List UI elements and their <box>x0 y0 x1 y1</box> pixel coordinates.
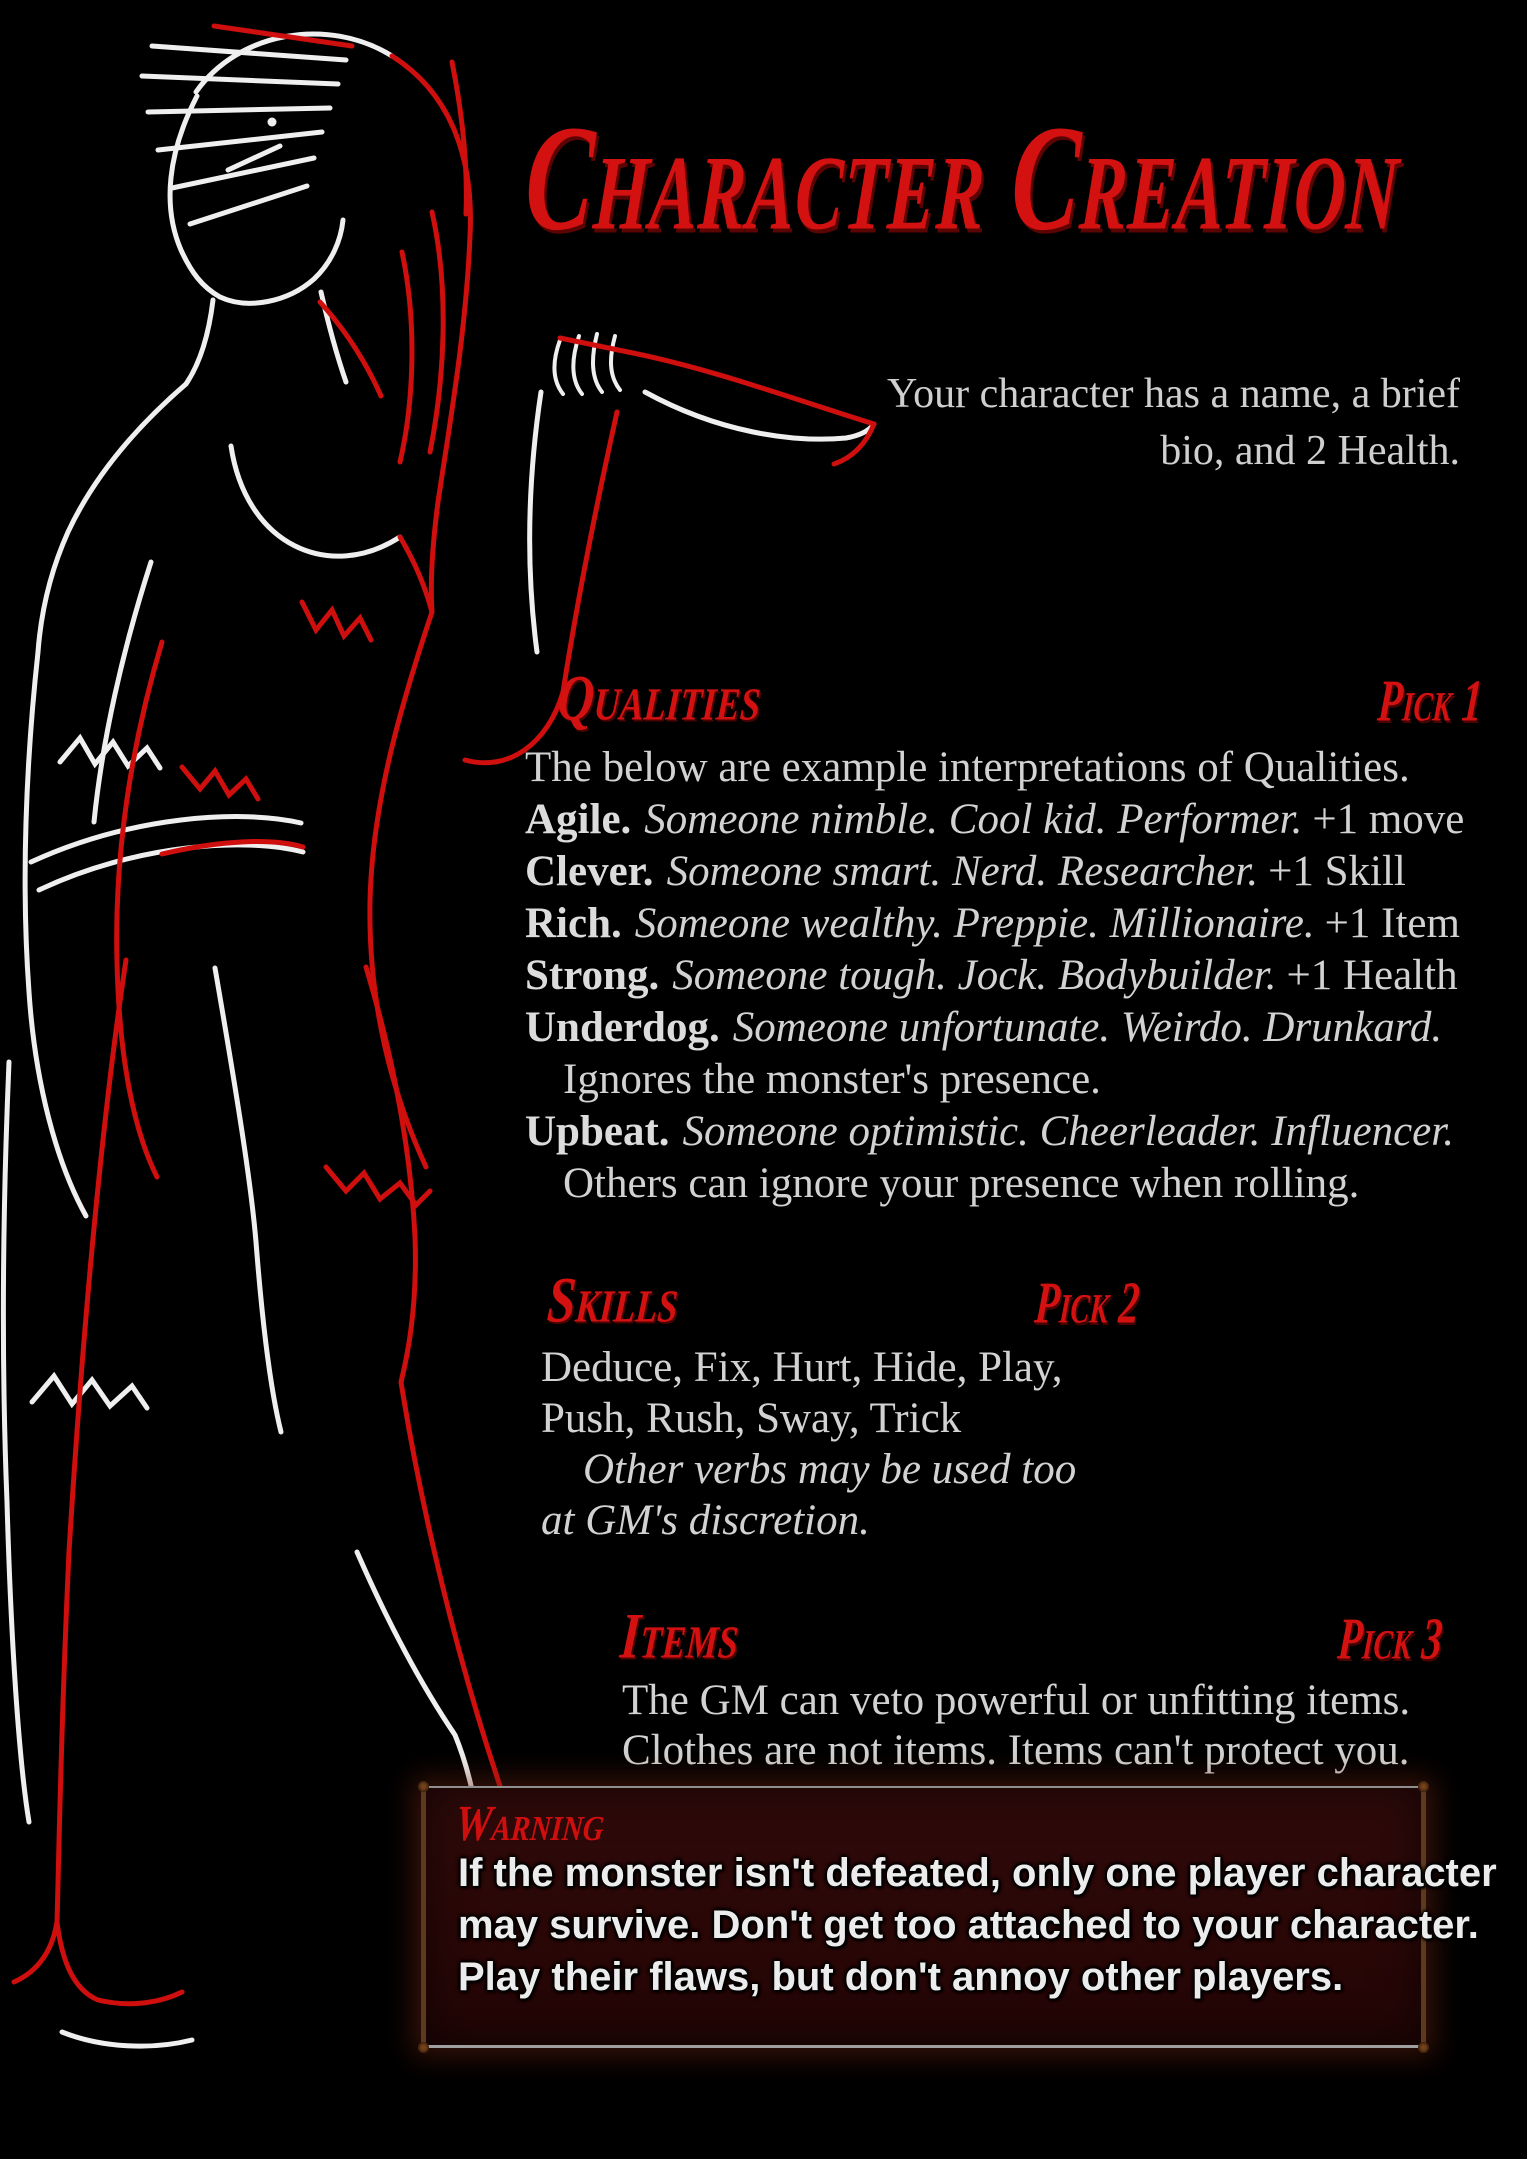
face-outline <box>170 96 220 297</box>
nail-icon <box>1418 1781 1429 1792</box>
quality-note: Others can ignore your presence when rolling. <box>563 1160 1360 1207</box>
quality-note: Ignores the monster's presence. <box>563 1056 1101 1103</box>
skills-line-1: Deduce, Fix, Hurt, Hide, Play, <box>541 1344 1063 1391</box>
skills-line-2: Push, Rush, Sway, Trick <box>541 1395 962 1442</box>
quality-row: Upbeat. Someone optimistic. Cheerleader. Influencer. <box>525 1108 1454 1155</box>
quality-row: Strong. Someone tough. Jock. Bodybuilder. +1 Health <box>525 952 1458 999</box>
quality-row: Underdog. Someone unfortunate. Weirdo. Drunkard. <box>525 1004 1443 1051</box>
intro-line-2: bio, and 2 Health. <box>1160 428 1460 474</box>
intro-line-1: Your character has a name, a brief <box>887 371 1460 417</box>
knife-red-edge <box>628 352 874 424</box>
ragged-hem <box>60 738 160 768</box>
warning-line-1: If the monster isn't defeated, only one player character <box>458 1851 1497 1895</box>
warning-line-2: may survive. Don't get too attached to your character. <box>458 1903 1479 1947</box>
shorts-hem <box>32 1376 147 1408</box>
torso-side <box>370 612 432 1167</box>
skills-body <box>541 1342 1241 1546</box>
items-line-2: Clothes are not items. Items can't protect you. <box>622 1727 1410 1774</box>
qualities-body <box>525 742 1510 1210</box>
skills-header <box>545 1263 1142 1337</box>
qualities-pick-badge: Pick 1 <box>1375 667 1485 734</box>
items-heading: Items <box>618 1599 742 1672</box>
forearm <box>530 392 541 652</box>
nail-icon <box>418 2042 429 2053</box>
skills-pick-badge: Pick 2 <box>1032 1269 1142 1336</box>
items-body <box>622 1676 1482 1776</box>
nail-icon <box>1418 2042 1429 2053</box>
qualities-intro: The below are example interpretations of Qualities. <box>525 744 1410 791</box>
collar <box>231 446 400 556</box>
warning-heading: Warning <box>453 1795 607 1852</box>
qualities-header <box>555 661 1485 735</box>
skills-heading: Skills <box>545 1263 681 1336</box>
quality-row: Rich. Someone wealthy. Preppie. Millionaire. +1 Item <box>525 900 1460 947</box>
hair-tips <box>302 602 371 640</box>
hair-mass <box>392 56 470 612</box>
intro-text <box>887 366 1460 480</box>
foot <box>57 1922 182 2004</box>
leg-line <box>57 960 126 1922</box>
hanging-arm <box>25 652 86 1216</box>
quality-row: Clever. Someone smart. Nerd. Researcher. +1 Skill <box>525 848 1406 895</box>
quality-row: Agile. Someone nimble. Cool kid. Performer. +1 move <box>525 796 1465 843</box>
qualities-heading: Qualities <box>555 661 764 734</box>
eye <box>268 118 277 127</box>
warning-box <box>421 1786 1497 2048</box>
items-pick-badge: Pick 3 <box>1335 1605 1445 1672</box>
skills-note-1: Other verbs may be used too <box>583 1446 1077 1493</box>
nail-icon <box>418 1781 429 1792</box>
skills-note-2: at GM's discretion. <box>541 1497 870 1544</box>
items-line-1: The GM can veto powerful or unfitting items. <box>622 1677 1411 1724</box>
items-header <box>618 1599 1445 1673</box>
warning-line-3: Play their flaws, but don't annoy other players. <box>458 1955 1344 1999</box>
page-title: Character Creation <box>522 94 1404 262</box>
